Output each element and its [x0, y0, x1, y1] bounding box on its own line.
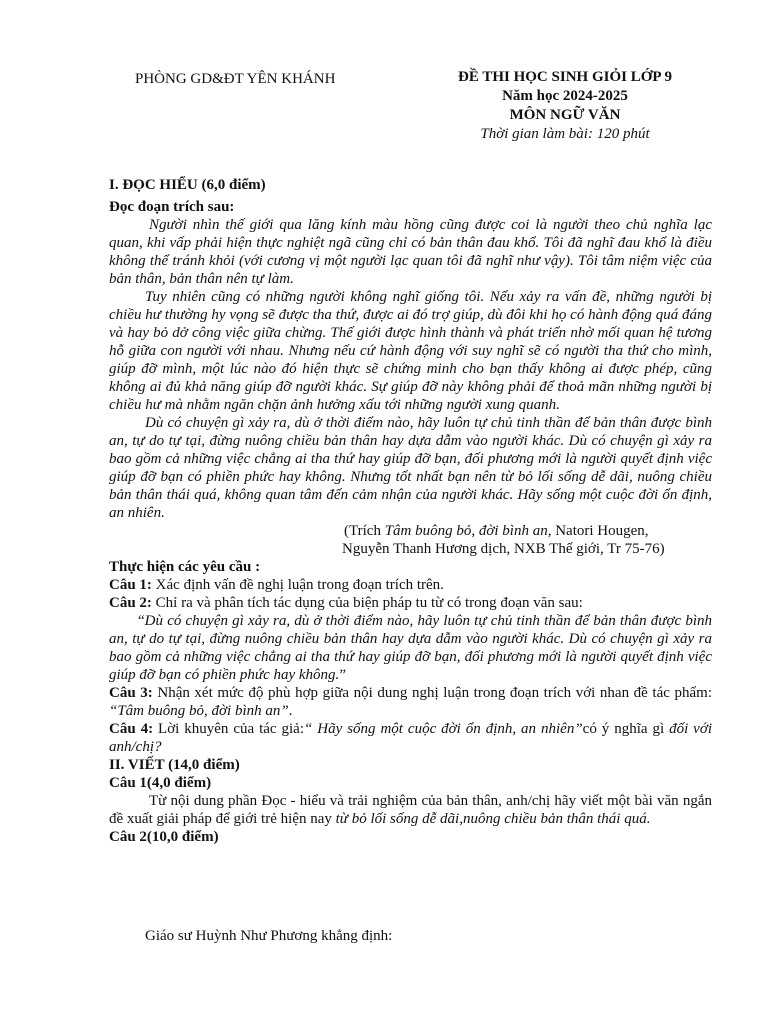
subject-name: MÔN NGỮ VĂN	[509, 107, 621, 123]
writing-question-1: Từ nội dung phần Đọc - hiểu và trải nghiệm của bản thân, anh/chị hãy viết một bài văn ngắn đề xuất giải pháp để giới trẻ hiện nay từ bỏ lối sống dễ dãi,nuông chiều bản thân thái quá.	[109, 793, 712, 827]
question-4: Câu 4: Lời khuyên của tác giả:“ Hãy sống một cuộc đời ổn định, an nhiên”có ý nghĩa gì đối với anh/chị?	[109, 721, 713, 755]
passage-paragraph-3: Dù có chuyện gì xảy ra, dù ở thời điểm nào, hãy luôn tự chủ tinh thần để bản thân được bình an, tự do tự tại, đừng nuông chiều bản thân hay dựa dẫm vào người khác. Dù có chuyện gì xảy ra bao gồm cả những việc chẳng ai tha thứ hay giúp đỡ bạn, đối phương mới là người quyết định việc giúp đỡ bạn có phiền phức hay không. Nhưng tốt nhất bạn nên từ bỏ lối sống dễ dãi, nuông chiều bản thân thái quá, không quan tâm đến cảm nhận của người khác. Hãy sống một cuộc đời ổn định, an nhiên.	[109, 415, 712, 521]
writing-question-2-heading: Câu 2(10,0 điểm)	[109, 829, 219, 845]
question-2: Câu 2: Chỉ ra và phân tích tác dụng của biện pháp tu từ có trong đoạn văn sau:	[109, 595, 583, 611]
school-year: Năm học 2024-2025	[502, 88, 628, 104]
exam-title: ĐỀ THI HỌC SINH GIỎI LỚP 9	[458, 69, 672, 85]
passage-paragraph-2: Tuy nhiên cũng có những người không nghĩ giống tôi. Nếu xảy ra vấn đề, những người bị chiều hư thường hy vọng sẽ được tha thứ, được ai đó trợ giúp, dù đôi khi họ có hành động quá đáng và hay bỏ dở công việc giữa chừng. Thế giới được hình thành và phát triển nhờ mối quan hệ tương hỗ giữa con người với nhau. Nhưng nếu cứ hành động với suy nghĩ sẽ có người tha thứ cho mình, giúp đỡ mình, một lúc nào đó hiện thực sẽ chứng minh cho bạn thấy không ai được phép, cũng không ai đủ khả năng giúp đỡ người khác. Sự giúp đỡ này không phải để thoả mãn những người bị chiều hư mà nhằm ngăn chặn ảnh hưởng xấu tới những người xung quanh.	[109, 289, 712, 413]
exam-content	[109, 176, 712, 846]
passage-source-line-2: Nguyễn Thanh Hương dịch, NXB Thế giới, Tr 75-76)	[342, 541, 665, 557]
passage-source-line-1: (Trích Tâm buông bỏ, đời bình an, Natori Hougen,	[344, 523, 649, 539]
question-3: Câu 3: Nhận xét mức độ phù hợp giữa nội dung nghị luận trong đoạn trích với nhan đề tác phẩm: “Tâm buông bỏ, đời bình an”.	[109, 685, 712, 719]
writing-question-1-heading: Câu 1(4,0 điểm)	[109, 775, 212, 791]
question-1: Câu 1: Xác định vấn đề nghị luận trong đoạn trích trên.	[109, 577, 444, 593]
part1-heading: I. ĐỌC HIỂU (6,0 điểm)	[109, 177, 266, 193]
passage-paragraph-1: Người nhìn thế giới qua lăng kính màu hồng cũng được coi là người theo chủ nghĩa lạc quan, khi vấp phải hiện thực nghiệt ngã cũng chỉ có bản thân đau khổ. Tôi đã nghĩ đau khổ là điều không thể tránh khỏi (với cương vị một người lạc quan tôi đã nghĩ như vậy). Tôi tâm niệm việc của bản thân, bản thân nên tự làm.	[109, 217, 712, 287]
source-book-title: Tâm buông bỏ, đời bình an,	[384, 523, 552, 539]
exam-header	[0, 68, 768, 148]
question-2-quote: “Dù có chuyện gì xảy ra, dù ở thời điểm nào, hãy luôn tự chủ tinh thần để bản thân được bình an, tự do tự tại, đừng nuông chiều bản thân hay dựa dẫm vào người khác. Dù có chuyện gì xảy ra bao gồm cả những việc chẳng ai tha thứ hay giúp đỡ bạn, đối phương mới là người quyết định việc giúp đỡ bạn có phiền phức hay không.”	[109, 613, 712, 683]
exam-title-block	[420, 68, 710, 144]
writing-question-2-intro: Giáo sư Huỳnh Như Phương khẳng định:	[145, 928, 393, 944]
tasks-heading: Thực hiện các yêu cầu :	[109, 559, 261, 575]
part2-heading: II. VIẾT (14,0 điểm)	[109, 757, 240, 773]
exam-duration: Thời gian làm bài: 120 phút	[480, 126, 650, 142]
reading-intro: Đọc đoạn trích sau:	[109, 199, 235, 215]
department-name: PHÒNG GD&ĐT YÊN KHÁNH	[135, 71, 336, 87]
